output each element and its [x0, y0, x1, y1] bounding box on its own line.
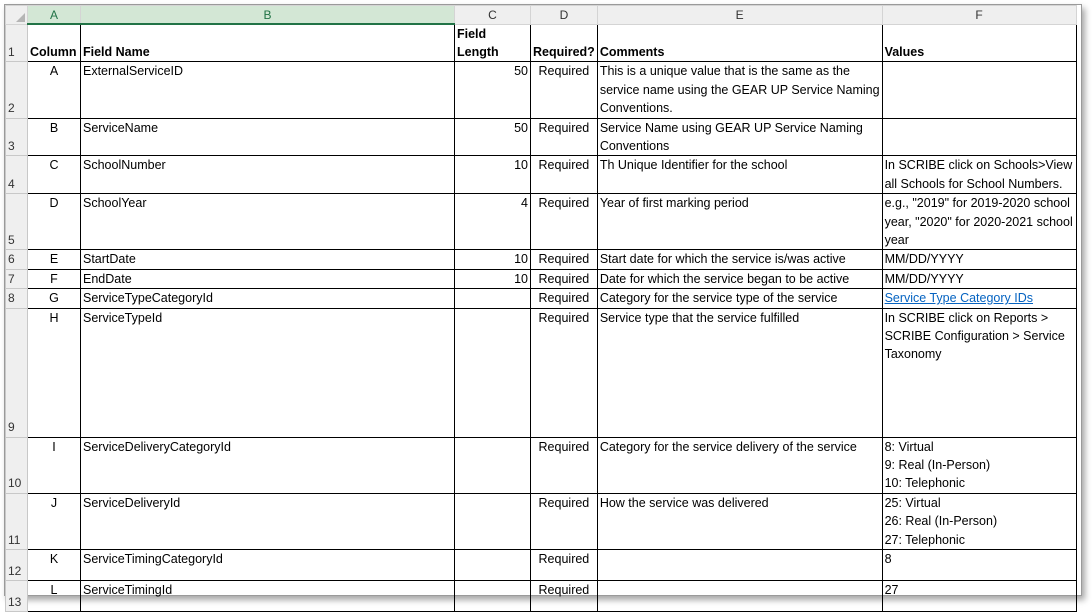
cell-line: Service Name using GEAR UP Service Naming: [599, 120, 863, 135]
table-row: [6, 156, 1077, 194]
cell-comments[interactable]: [597, 493, 882, 549]
row-header[interactable]: 1: [6, 24, 28, 62]
table-row: [6, 269, 1077, 288]
cell-comments[interactable]: [597, 437, 882, 493]
column-header-row: [6, 6, 1077, 25]
service-type-category-ids-link[interactable]: Service Type Category IDs: [884, 291, 1034, 306]
cell-column-letter[interactable]: K: [28, 550, 81, 581]
row-header[interactable]: 2: [6, 62, 28, 118]
cell-line: 8: [884, 552, 892, 567]
cell-line: Service type that the service fulfilled: [599, 310, 800, 325]
header-cell-values[interactable]: Values: [882, 24, 1076, 62]
spreadsheet-window: [4, 4, 1082, 609]
table-row: [6, 118, 1077, 156]
cell-required[interactable]: Required: [531, 550, 598, 581]
cell-line: 10: Telephonic: [884, 476, 965, 491]
cell-values[interactable]: [882, 581, 1076, 612]
cell-line: service name using the GEAR UP Service Naming: [599, 82, 880, 97]
table-row: [6, 289, 1077, 308]
cell-line: Date for which the service began to be active: [599, 271, 850, 286]
cell-line: In SCRIBE click on Reports >: [884, 310, 1049, 325]
cell-values[interactable]: [882, 62, 1076, 118]
cell-comments[interactable]: [597, 550, 882, 581]
cell-values[interactable]: [882, 250, 1076, 269]
cell-field-length[interactable]: 50: [455, 62, 531, 118]
row-header[interactable]: 4: [6, 156, 28, 194]
row-header[interactable]: 8: [6, 289, 28, 308]
cell-values[interactable]: [882, 118, 1076, 156]
cell-values[interactable]: [882, 550, 1076, 581]
cell-line: How the service was delivered: [599, 495, 769, 510]
cell-values[interactable]: [882, 269, 1076, 288]
cell-line: Category for the service type of the service: [599, 291, 838, 306]
cell-column-letter[interactable]: G: [28, 289, 81, 308]
cell-required[interactable]: Required: [531, 156, 598, 194]
cell-required[interactable]: Required: [531, 269, 598, 288]
cell-required[interactable]: Required: [531, 581, 598, 612]
table-row: [6, 437, 1077, 493]
cell-field-length[interactable]: [455, 550, 531, 581]
cell-field-length[interactable]: [455, 581, 531, 612]
row-header[interactable]: 6: [6, 250, 28, 269]
cell-line: e.g., "2019" for 2019-2020 school: [884, 196, 1070, 211]
spreadsheet-grid: [5, 5, 1077, 612]
cell-values[interactable]: [882, 194, 1076, 250]
cell-comments[interactable]: [597, 269, 882, 288]
cell-field-name[interactable]: ExternalServiceID: [81, 62, 455, 118]
cell-column-letter[interactable]: E: [28, 250, 81, 269]
cell-column-letter[interactable]: B: [28, 118, 81, 156]
cell-column-letter[interactable]: L: [28, 581, 81, 612]
cell-line: 26: Real (In-Person): [884, 514, 998, 529]
cell-values[interactable]: [882, 493, 1076, 549]
cell-column-letter[interactable]: D: [28, 194, 81, 250]
cell-values[interactable]: [882, 289, 1076, 308]
row-header[interactable]: 12: [6, 550, 28, 581]
cell-line: In SCRIBE click on Schools>View: [884, 158, 1073, 173]
select-all-corner[interactable]: [6, 6, 28, 25]
cell-line: MM/DD/YYYY: [884, 252, 964, 267]
cell-field-length[interactable]: [455, 437, 531, 493]
cell-field-length[interactable]: 50: [455, 118, 531, 156]
cell-line: 27: [884, 583, 899, 598]
cell-field-name[interactable]: ServiceTimingId: [81, 581, 455, 612]
cell-required[interactable]: Required: [531, 250, 598, 269]
cell-required[interactable]: Required: [531, 289, 598, 308]
cell-line: Conventions: [599, 138, 670, 153]
header-cell-comments[interactable]: Comments: [597, 24, 882, 62]
column-header-a[interactable]: A: [28, 6, 81, 25]
cell-line: Year of first marking period: [599, 196, 749, 211]
cell-field-name[interactable]: ServiceDeliveryId: [81, 493, 455, 549]
cell-comments[interactable]: [597, 62, 882, 118]
cell-comments[interactable]: [597, 194, 882, 250]
cell-field-length[interactable]: 4: [455, 194, 531, 250]
cell-line: 25: Virtual: [884, 495, 941, 510]
cell-comments[interactable]: [597, 118, 882, 156]
cell-column-letter[interactable]: H: [28, 308, 81, 437]
table-row: [6, 493, 1077, 549]
cell-required[interactable]: Required: [531, 62, 598, 118]
header-cell-required[interactable]: Required?: [531, 24, 598, 62]
header-cell-field-length[interactable]: Field Length: [455, 24, 531, 62]
cell-field-length[interactable]: 10: [455, 269, 531, 288]
column-header-f[interactable]: F: [882, 6, 1076, 25]
cell-required[interactable]: Required: [531, 493, 598, 549]
cell-column-letter[interactable]: I: [28, 437, 81, 493]
cell-line: Start date for which the service is/was active: [599, 252, 846, 267]
cell-line: MM/DD/YYYY: [884, 271, 964, 286]
cell-values[interactable]: [882, 437, 1076, 493]
cell-line: 9: Real (In-Person): [884, 458, 991, 472]
cell-line: SCRIBE Configuration > Service: [884, 329, 1065, 343]
cell-line: This is a unique value that is the same as the: [599, 64, 850, 79]
cell-required[interactable]: Required: [531, 118, 598, 156]
table-row: [6, 308, 1077, 437]
cell-required[interactable]: Required: [531, 437, 598, 493]
cell-values[interactable]: [882, 156, 1076, 194]
row-header[interactable]: 11: [6, 493, 28, 549]
column-header-e[interactable]: E: [597, 6, 882, 25]
table-row: [6, 550, 1077, 581]
cell-line: year, "2020" for 2020-2021 school: [884, 214, 1073, 229]
cell-required[interactable]: Required: [531, 308, 598, 437]
cell-comments[interactable]: [597, 308, 882, 437]
table-row: [6, 194, 1077, 250]
cell-line: Category for the service delivery of the service: [599, 439, 857, 454]
cell-line: 8: Virtual: [884, 439, 934, 454]
cell-column-letter[interactable]: F: [28, 269, 81, 288]
table-row: [6, 581, 1077, 612]
cell-line: all Schools for School Numbers.: [884, 176, 1063, 191]
cell-field-name[interactable]: ServiceName: [81, 118, 455, 156]
cell-column-letter[interactable]: J: [28, 493, 81, 549]
cell-field-length[interactable]: 10: [455, 156, 531, 194]
column-header-c[interactable]: C: [455, 6, 531, 25]
header-cell-column[interactable]: Column: [28, 24, 81, 62]
cell-comments[interactable]: [597, 156, 882, 194]
cell-line: Taxonomy: [884, 347, 942, 362]
cell-field-length[interactable]: 10: [455, 250, 531, 269]
cell-field-length[interactable]: [455, 308, 531, 437]
cell-line: Conventions.: [599, 101, 673, 116]
row-header[interactable]: 9: [6, 308, 28, 437]
cell-line: Th Unique Identifier for the school: [599, 158, 788, 173]
header-cell-field-name[interactable]: Field Name: [81, 24, 455, 62]
row-header[interactable]: 3: [6, 118, 28, 156]
cell-field-name[interactable]: SchoolNumber: [81, 156, 455, 194]
cell-field-name[interactable]: EndDate: [81, 269, 455, 288]
table-header-row: [6, 24, 1077, 62]
cell-field-name[interactable]: ServiceTimingCategoryId: [81, 550, 455, 581]
cell-values[interactable]: [882, 308, 1076, 437]
cell-column-letter[interactable]: A: [28, 62, 81, 118]
table-row: [6, 62, 1077, 118]
row-header[interactable]: 7: [6, 269, 28, 288]
cell-field-name[interactable]: ServiceTypeCategoryId: [81, 289, 455, 308]
cell-field-name[interactable]: SchoolYear: [81, 194, 455, 250]
cell-comments[interactable]: [597, 289, 882, 308]
cell-required[interactable]: Required: [531, 194, 598, 250]
cell-field-name[interactable]: ServiceTypeId: [81, 308, 455, 437]
cell-field-name[interactable]: ServiceDeliveryCategoryId: [81, 437, 455, 493]
cell-line: year: [884, 232, 909, 247]
cell-field-length[interactable]: [455, 289, 531, 308]
row-header[interactable]: 13: [6, 581, 28, 612]
cell-field-length[interactable]: [455, 493, 531, 549]
cell-comments[interactable]: [597, 581, 882, 612]
cell-comments[interactable]: [597, 250, 882, 269]
cell-line: 27: Telephonic: [884, 532, 965, 547]
column-header-d[interactable]: D: [531, 6, 598, 25]
table-row: [6, 250, 1077, 269]
row-header[interactable]: 5: [6, 194, 28, 250]
column-header-b[interactable]: B: [81, 6, 455, 25]
row-header[interactable]: 10: [6, 437, 28, 493]
cell-field-name[interactable]: StartDate: [81, 250, 455, 269]
cell-column-letter[interactable]: C: [28, 156, 81, 194]
